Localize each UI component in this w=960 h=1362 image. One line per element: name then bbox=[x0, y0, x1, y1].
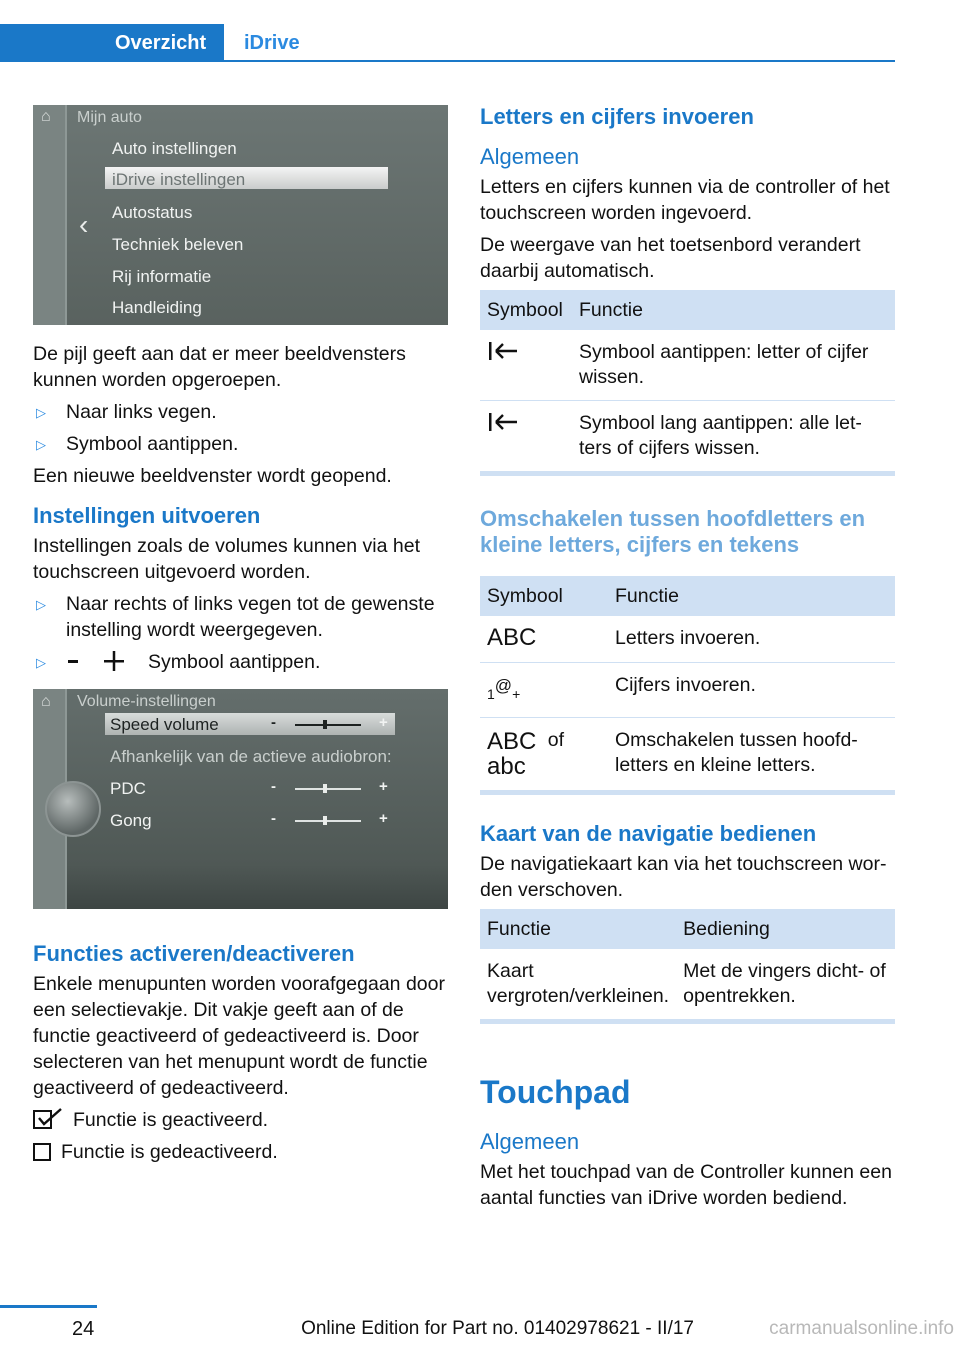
table-header: Functie bbox=[480, 909, 676, 949]
table-end-rule bbox=[480, 790, 895, 795]
volume-slider bbox=[295, 820, 361, 822]
table-header: Functie bbox=[608, 576, 895, 616]
symbol-part: 1 bbox=[487, 686, 495, 702]
paragraph: De navigatiekaart kan via het touchscreen wor‐den verschoven. bbox=[480, 853, 887, 901]
left-column bbox=[33, 105, 448, 1165]
menu-item: Handleiding bbox=[112, 298, 202, 317]
edition-text: Online Edition for Part no. 01402978621 - II/17 bbox=[301, 1318, 694, 1339]
triangle-bullet-icon: ▷ bbox=[36, 597, 46, 612]
paragraph: Een nieuwe beeldvenster wordt geopend. bbox=[33, 465, 392, 487]
table-header: Bediening bbox=[676, 909, 895, 949]
minus-plus-icon bbox=[66, 651, 144, 671]
menu-item: Rij informatie bbox=[112, 267, 212, 286]
legend-text: Functie is geactiveerd. bbox=[73, 1109, 269, 1131]
home-icon: ⌂ bbox=[41, 693, 51, 710]
backspace-icon bbox=[487, 411, 519, 433]
tab-overzicht[interactable]: Overzicht bbox=[0, 24, 224, 62]
step-list bbox=[33, 591, 448, 675]
table-row bbox=[480, 401, 895, 472]
step-text: Naar links vegen. bbox=[66, 401, 217, 423]
checkbox-legend-off bbox=[33, 1139, 448, 1165]
triangle-bullet-icon: ▷ bbox=[36, 437, 46, 452]
volume-slider bbox=[295, 724, 361, 726]
slider-knob bbox=[323, 816, 327, 825]
backspace-icon bbox=[487, 340, 519, 362]
volume-row: PDC bbox=[110, 779, 146, 798]
table-cell: Symbool aantippen: letter of cijfer wissen. bbox=[572, 330, 895, 401]
header-tabs bbox=[0, 0, 895, 62]
volume-row: Gong bbox=[110, 811, 152, 830]
plus-sign: + bbox=[379, 810, 388, 827]
chapter-heading: Touchpad bbox=[480, 1074, 631, 1110]
checkbox-checked-icon bbox=[33, 1108, 69, 1130]
paragraph: De weergave van het toetsenbord verandert daarbij automatisch. bbox=[480, 234, 861, 282]
page-number: 24 bbox=[72, 1318, 95, 1340]
step-item bbox=[33, 649, 448, 675]
abc-lower-icon: abc bbox=[487, 753, 526, 780]
menu-item: Auto instellingen bbox=[112, 139, 237, 158]
minus-sign: - bbox=[271, 810, 276, 827]
abc-upper-icon: ABC bbox=[487, 728, 537, 755]
table-cell: Cijfers invoeren. bbox=[608, 663, 895, 718]
header-rule bbox=[224, 60, 895, 62]
step-item bbox=[33, 591, 448, 643]
minus-sign: - bbox=[271, 778, 276, 795]
table-row bbox=[480, 616, 895, 663]
table-cell: Kaart vergroten/verkleinen. bbox=[487, 960, 670, 1007]
screen-side-divider bbox=[65, 105, 67, 325]
step-list bbox=[33, 399, 448, 457]
screenshot-volume-instellingen bbox=[33, 689, 448, 909]
table-header: Functie bbox=[572, 290, 895, 330]
paragraph: Letters en cijfers kunnen via de controller of het touchscreen worden ingevoerd. bbox=[480, 176, 890, 224]
screen-side-panel bbox=[33, 105, 65, 325]
subsection-heading: Algemeen bbox=[480, 1129, 580, 1154]
step-text: Symbool aantippen. bbox=[66, 433, 239, 455]
section-heading: Omschakelen tussen hoofdletters en kleine letters, cijfers en tekens bbox=[480, 506, 866, 557]
step-item bbox=[33, 399, 448, 425]
table-cell bbox=[480, 663, 608, 718]
home-icon: ⌂ bbox=[41, 108, 51, 125]
table-row bbox=[480, 330, 895, 401]
triangle-bullet-icon: ▷ bbox=[36, 405, 46, 420]
table-cell bbox=[480, 718, 608, 791]
slider-knob bbox=[323, 784, 327, 793]
table-row bbox=[480, 663, 895, 718]
table-end-rule bbox=[480, 471, 895, 476]
table-row bbox=[480, 718, 895, 791]
table-cell: Met de vingers dicht- of opentrekken. bbox=[683, 960, 886, 1007]
table-cell: Omschakelen tussen hoofd‐letters en kleine letters. bbox=[615, 729, 858, 776]
or-text: of bbox=[547, 729, 565, 751]
screen-title: Mijn auto bbox=[77, 109, 142, 126]
numbers-symbols-icon bbox=[487, 676, 521, 702]
table-end-rule bbox=[480, 1019, 895, 1024]
table-header: Symbool bbox=[480, 576, 608, 616]
table-cell: Letters invoeren. bbox=[608, 616, 895, 663]
menu-item-selected: iDrive instellingen bbox=[112, 170, 246, 189]
table-cell bbox=[480, 616, 608, 663]
tab-idrive[interactable]: iDrive bbox=[244, 32, 300, 54]
table-cell: Symbool lang aantippen: alle let‐ters of cijfers wissen. bbox=[579, 412, 862, 459]
checkbox-empty-icon bbox=[33, 1143, 51, 1161]
symbol-table-delete bbox=[480, 290, 895, 471]
minus-sign: - bbox=[271, 714, 276, 731]
table-cell bbox=[480, 330, 572, 401]
screenshot-mijn-auto bbox=[33, 105, 448, 325]
subsection-heading: Algemeen bbox=[480, 144, 580, 169]
menu-item: Techniek beleven bbox=[112, 235, 244, 254]
volume-row-selected: Speed volume bbox=[110, 715, 219, 734]
section-heading: Letters en cijfers invoeren bbox=[480, 104, 754, 129]
paragraph: Instellingen zoals de volumes kunnen via het touchscreen uitgevoerd worden. bbox=[33, 535, 420, 583]
slider-knob bbox=[323, 720, 327, 729]
step-text: Naar rechts of links vegen tot de gewenste instelling wordt weergegeven. bbox=[66, 593, 435, 641]
plus-sign: + bbox=[379, 714, 388, 731]
function-table-map bbox=[480, 909, 895, 1019]
abc-upper-icon: ABC bbox=[487, 624, 537, 651]
section-heading: Functies activeren/deactiveren bbox=[33, 941, 355, 966]
step-item bbox=[33, 431, 448, 457]
legend-text: Functie is gedeactiveerd. bbox=[61, 1141, 278, 1163]
table-cell bbox=[480, 401, 572, 472]
footer-rule bbox=[0, 1305, 97, 1308]
controller-dial-icon bbox=[45, 781, 101, 837]
paragraph: De pijl geeft aan dat er meer beeldvensters kunnen worden opgeroepen. bbox=[33, 343, 406, 391]
section-heading: Kaart van de navigatie bedienen bbox=[480, 821, 817, 846]
right-column bbox=[480, 100, 895, 1217]
plus-sign: + bbox=[379, 778, 388, 795]
triangle-bullet-icon: ▷ bbox=[36, 655, 46, 670]
table-header: Symbool bbox=[480, 290, 572, 330]
symbol-table-case bbox=[480, 576, 895, 790]
symbol-part: @ bbox=[494, 676, 513, 695]
chevron-left-icon: ‹ bbox=[79, 209, 89, 240]
symbol-part: + bbox=[512, 686, 521, 702]
section-heading: Instellingen uitvoeren bbox=[33, 503, 261, 528]
volume-slider bbox=[295, 788, 361, 790]
screen-title: Volume-instellingen bbox=[77, 693, 216, 710]
watermark: carmanualsonline.info bbox=[769, 1318, 954, 1339]
paragraph: Enkele menupunten worden voorafgegaan door een selectievakje. Dit vakje geeft aan of de functie geactiveerd of gedeactiveerd is. Door selecteren van het menupunt wordt de functie geactiveerd of gedeactiveerd. bbox=[33, 973, 445, 1099]
table-row bbox=[480, 949, 895, 1019]
volume-note: Afhankelijk van de actieve audiobron: bbox=[110, 747, 392, 766]
menu-item: Autostatus bbox=[112, 203, 193, 222]
checkbox-legend-on bbox=[33, 1107, 448, 1133]
step-text: Symbool aantippen. bbox=[148, 651, 321, 673]
paragraph: Met het touchpad van de Controller kunnen een aantal functies van iDrive worden bediend. bbox=[480, 1161, 892, 1209]
